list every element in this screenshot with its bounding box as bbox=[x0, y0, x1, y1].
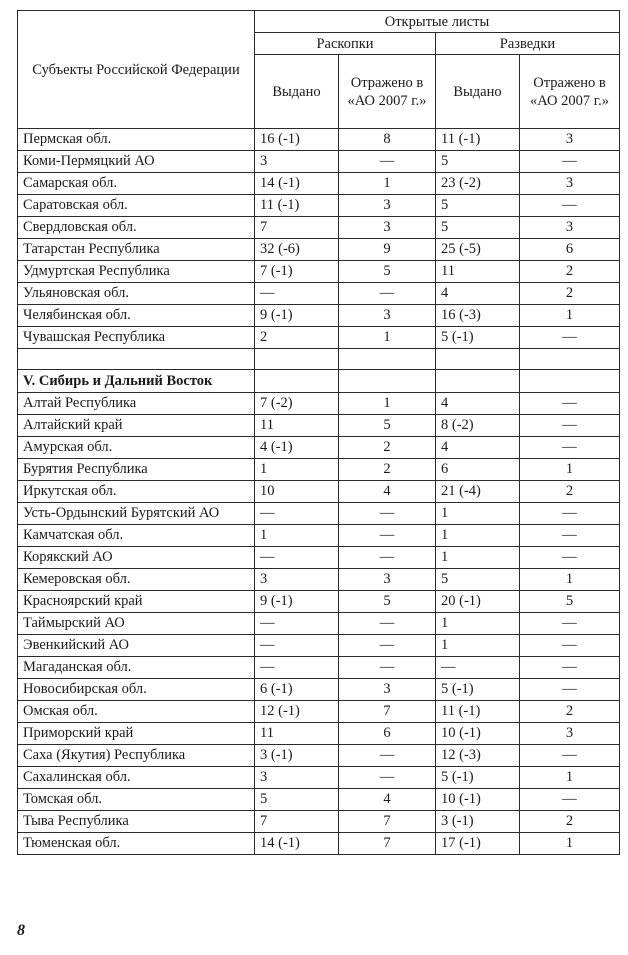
surveys-reflected-cell: 1 bbox=[520, 569, 620, 591]
section-row bbox=[18, 370, 620, 393]
excavations-reflected-cell: 1 bbox=[339, 173, 436, 195]
excavations-issued-cell: 3 bbox=[255, 569, 339, 591]
excavations-reflected-cell: 4 bbox=[339, 789, 436, 811]
table-row bbox=[18, 701, 620, 723]
surveys-issued-cell: 10 (-1) bbox=[436, 723, 520, 745]
surveys-reflected-cell: — bbox=[520, 437, 620, 459]
subject-cell: Тыва Республика bbox=[18, 811, 255, 833]
table-row bbox=[18, 745, 620, 767]
subject-cell: Челябинская обл. bbox=[18, 305, 255, 327]
excavations-issued-cell: 12 (-1) bbox=[255, 701, 339, 723]
excavations-issued-cell: 2 bbox=[255, 327, 339, 349]
surveys-issued-cell: 20 (-1) bbox=[436, 591, 520, 613]
excavations-reflected-cell: 2 bbox=[339, 437, 436, 459]
subject-cell: Иркутская обл. bbox=[18, 481, 255, 503]
subject-cell: Свердловская обл. bbox=[18, 217, 255, 239]
excavations-issued-cell: 7 (-1) bbox=[255, 261, 339, 283]
excavations-reflected-cell: — bbox=[339, 503, 436, 525]
surveys-issued-cell: 5 (-1) bbox=[436, 767, 520, 789]
table-row bbox=[18, 481, 620, 503]
surveys-issued-cell: 3 (-1) bbox=[436, 811, 520, 833]
excavations-issued-cell: 14 (-1) bbox=[255, 833, 339, 855]
subject-cell: Ульяновская обл. bbox=[18, 283, 255, 305]
table-row bbox=[18, 569, 620, 591]
header-surveys: Разведки bbox=[436, 33, 620, 55]
excavations-issued-cell: 7 bbox=[255, 811, 339, 833]
excavations-reflected-cell: 8 bbox=[339, 129, 436, 151]
subject-cell: Алтай Республика bbox=[18, 393, 255, 415]
table-row bbox=[18, 591, 620, 613]
surveys-reflected-cell: 1 bbox=[520, 305, 620, 327]
subject-cell: Омская обл. bbox=[18, 701, 255, 723]
subject-cell: Таймырский АО bbox=[18, 613, 255, 635]
excavations-issued-cell: 3 bbox=[255, 767, 339, 789]
surveys-reflected-cell: 3 bbox=[520, 723, 620, 745]
excavations-reflected-cell: — bbox=[339, 525, 436, 547]
surveys-reflected-cell: — bbox=[520, 151, 620, 173]
excavations-issued-cell: 5 bbox=[255, 789, 339, 811]
header-excavations: Раскопки bbox=[255, 33, 436, 55]
surveys-issued-cell: 11 (-1) bbox=[436, 129, 520, 151]
surveys-reflected-cell: 2 bbox=[520, 701, 620, 723]
table-row bbox=[18, 129, 620, 151]
table-row bbox=[18, 151, 620, 173]
surveys-reflected-cell: 5 bbox=[520, 591, 620, 613]
excavations-reflected-cell: 3 bbox=[339, 305, 436, 327]
surveys-issued-cell: 4 bbox=[436, 393, 520, 415]
table-row bbox=[18, 811, 620, 833]
surveys-issued-cell: 25 (-5) bbox=[436, 239, 520, 261]
surveys-issued-cell: 5 bbox=[436, 195, 520, 217]
section-title: V. Сибирь и Дальний Восток bbox=[18, 370, 255, 393]
surveys-reflected-cell: — bbox=[520, 525, 620, 547]
surveys-issued-cell: 16 (-3) bbox=[436, 305, 520, 327]
subject-cell: Сахалинская обл. bbox=[18, 767, 255, 789]
table-row bbox=[18, 635, 620, 657]
surveys-reflected-cell: 3 bbox=[520, 129, 620, 151]
table-row bbox=[18, 833, 620, 855]
table-row bbox=[18, 723, 620, 745]
surveys-issued-cell: 10 (-1) bbox=[436, 789, 520, 811]
surveys-reflected-cell: 1 bbox=[520, 767, 620, 789]
surveys-reflected-cell: — bbox=[520, 745, 620, 767]
surveys-issued-cell: 5 (-1) bbox=[436, 327, 520, 349]
surveys-issued-cell: 5 bbox=[436, 151, 520, 173]
surveys-issued-cell: 5 bbox=[436, 217, 520, 239]
table-row bbox=[18, 261, 620, 283]
table-row bbox=[18, 283, 620, 305]
excavations-issued-cell: 11 bbox=[255, 723, 339, 745]
subject-cell: Тюменская обл. bbox=[18, 833, 255, 855]
surveys-issued-cell: 1 bbox=[436, 525, 520, 547]
page-number: 8 bbox=[17, 922, 25, 939]
excavations-issued-cell: 14 (-1) bbox=[255, 173, 339, 195]
excavations-reflected-cell: 4 bbox=[339, 481, 436, 503]
table-row bbox=[18, 305, 620, 327]
table-row bbox=[18, 393, 620, 415]
surveys-issued-cell: 1 bbox=[436, 503, 520, 525]
surveys-reflected-cell: — bbox=[520, 393, 620, 415]
surveys-reflected-cell: 2 bbox=[520, 481, 620, 503]
excavations-issued-cell: 7 bbox=[255, 217, 339, 239]
subject-cell: Приморский край bbox=[18, 723, 255, 745]
surveys-issued-cell: 5 bbox=[436, 569, 520, 591]
table-row bbox=[18, 613, 620, 635]
excavations-issued-cell: 16 (-1) bbox=[255, 129, 339, 151]
subject-cell: Удмуртская Республика bbox=[18, 261, 255, 283]
table-row bbox=[18, 415, 620, 437]
excavations-issued-cell: 32 (-6) bbox=[255, 239, 339, 261]
header-issued-excavations: Выдано bbox=[255, 55, 339, 129]
subject-cell: Коми-Пермяцкий АО bbox=[18, 151, 255, 173]
excavations-issued-cell: 1 bbox=[255, 525, 339, 547]
subject-cell: Саха (Якутия) Республика bbox=[18, 745, 255, 767]
surveys-reflected-cell: — bbox=[520, 503, 620, 525]
excavations-reflected-cell: 9 bbox=[339, 239, 436, 261]
excavations-issued-cell: 9 (-1) bbox=[255, 591, 339, 613]
excavations-issued-cell: 1 bbox=[255, 459, 339, 481]
excavations-reflected-cell: 3 bbox=[339, 569, 436, 591]
surveys-issued-cell: 1 bbox=[436, 613, 520, 635]
surveys-reflected-cell: — bbox=[520, 679, 620, 701]
excavations-issued-cell: 11 (-1) bbox=[255, 195, 339, 217]
subject-cell: Магаданская обл. bbox=[18, 657, 255, 679]
table-row bbox=[18, 437, 620, 459]
subject-cell: Бурятия Республика bbox=[18, 459, 255, 481]
excavations-reflected-cell: 1 bbox=[339, 393, 436, 415]
subject-cell: Чувашская Республика bbox=[18, 327, 255, 349]
surveys-reflected-cell: 2 bbox=[520, 811, 620, 833]
surveys-reflected-cell: 1 bbox=[520, 833, 620, 855]
subject-cell: Алтайский край bbox=[18, 415, 255, 437]
surveys-reflected-cell: — bbox=[520, 635, 620, 657]
subject-cell: Новосибирская обл. bbox=[18, 679, 255, 701]
header-open-sheets: Открытые листы bbox=[255, 11, 620, 33]
excavations-reflected-cell: — bbox=[339, 635, 436, 657]
table-row bbox=[18, 767, 620, 789]
excavations-reflected-cell: 3 bbox=[339, 679, 436, 701]
surveys-issued-cell: 1 bbox=[436, 635, 520, 657]
surveys-reflected-cell: — bbox=[520, 613, 620, 635]
subject-cell: Кемеровская обл. bbox=[18, 569, 255, 591]
open-sheets-table bbox=[17, 10, 620, 855]
subject-cell: Усть-Ордынский Бурятский АО bbox=[18, 503, 255, 525]
table-row bbox=[18, 327, 620, 349]
excavations-issued-cell: 9 (-1) bbox=[255, 305, 339, 327]
excavations-reflected-cell: 1 bbox=[339, 327, 436, 349]
excavations-issued-cell: — bbox=[255, 283, 339, 305]
header-reflected-excavations: Отражено в «АО 2007 г.» bbox=[339, 55, 436, 129]
excavations-reflected-cell: — bbox=[339, 657, 436, 679]
excavations-issued-cell: 11 bbox=[255, 415, 339, 437]
subject-cell: Камчатская обл. bbox=[18, 525, 255, 547]
excavations-reflected-cell: 3 bbox=[339, 195, 436, 217]
subject-cell: Самарская обл. bbox=[18, 173, 255, 195]
table-row bbox=[18, 239, 620, 261]
excavations-reflected-cell: — bbox=[339, 151, 436, 173]
surveys-reflected-cell: — bbox=[520, 415, 620, 437]
excavations-issued-cell: — bbox=[255, 657, 339, 679]
table-spacer bbox=[18, 349, 620, 393]
excavations-issued-cell: 3 (-1) bbox=[255, 745, 339, 767]
surveys-issued-cell: 23 (-2) bbox=[436, 173, 520, 195]
subject-cell: Саратовская обл. bbox=[18, 195, 255, 217]
excavations-reflected-cell: 5 bbox=[339, 591, 436, 613]
excavations-issued-cell: — bbox=[255, 613, 339, 635]
surveys-issued-cell: 4 bbox=[436, 437, 520, 459]
excavations-reflected-cell: — bbox=[339, 745, 436, 767]
excavations-reflected-cell: — bbox=[339, 613, 436, 635]
excavations-reflected-cell: 7 bbox=[339, 811, 436, 833]
surveys-reflected-cell: — bbox=[520, 657, 620, 679]
excavations-issued-cell: 7 (-2) bbox=[255, 393, 339, 415]
excavations-reflected-cell: — bbox=[339, 283, 436, 305]
subject-cell: Томская обл. bbox=[18, 789, 255, 811]
surveys-reflected-cell: 2 bbox=[520, 283, 620, 305]
excavations-reflected-cell: 5 bbox=[339, 415, 436, 437]
header-reflected-surveys: Отражено в «АО 2007 г.» bbox=[520, 55, 620, 129]
table-row bbox=[18, 657, 620, 679]
surveys-reflected-cell: 3 bbox=[520, 217, 620, 239]
excavations-reflected-cell: — bbox=[339, 547, 436, 569]
surveys-reflected-cell: 1 bbox=[520, 459, 620, 481]
excavations-issued-cell: — bbox=[255, 503, 339, 525]
subject-cell: Амурская обл. bbox=[18, 437, 255, 459]
surveys-issued-cell: 11 bbox=[436, 261, 520, 283]
surveys-issued-cell: — bbox=[436, 657, 520, 679]
table-row bbox=[18, 547, 620, 569]
excavations-issued-cell: 3 bbox=[255, 151, 339, 173]
header-subjects: Субъекты Российской Федерации bbox=[18, 11, 255, 129]
surveys-reflected-cell: 2 bbox=[520, 261, 620, 283]
subject-cell: Корякский АО bbox=[18, 547, 255, 569]
header-issued-surveys: Выдано bbox=[436, 55, 520, 129]
table-row bbox=[18, 459, 620, 481]
surveys-issued-cell: 4 bbox=[436, 283, 520, 305]
surveys-reflected-cell: — bbox=[520, 327, 620, 349]
surveys-issued-cell: 12 (-3) bbox=[436, 745, 520, 767]
table-row bbox=[18, 195, 620, 217]
surveys-reflected-cell: 6 bbox=[520, 239, 620, 261]
surveys-reflected-cell: 3 bbox=[520, 173, 620, 195]
excavations-reflected-cell: 7 bbox=[339, 701, 436, 723]
subject-cell: Красноярский край bbox=[18, 591, 255, 613]
table-row bbox=[18, 789, 620, 811]
table-row bbox=[18, 173, 620, 195]
excavations-reflected-cell: 5 bbox=[339, 261, 436, 283]
surveys-issued-cell: 21 (-4) bbox=[436, 481, 520, 503]
surveys-issued-cell: 11 (-1) bbox=[436, 701, 520, 723]
table-row bbox=[18, 217, 620, 239]
subject-cell: Татарстан Республика bbox=[18, 239, 255, 261]
surveys-issued-cell: 6 bbox=[436, 459, 520, 481]
subject-cell: Пермская обл. bbox=[18, 129, 255, 151]
table-body-siberia-far-east bbox=[18, 393, 620, 855]
subject-cell: Эвенкийский АО bbox=[18, 635, 255, 657]
excavations-issued-cell: 4 (-1) bbox=[255, 437, 339, 459]
surveys-issued-cell: 5 (-1) bbox=[436, 679, 520, 701]
surveys-issued-cell: 8 (-2) bbox=[436, 415, 520, 437]
table-row bbox=[18, 679, 620, 701]
table-row bbox=[18, 503, 620, 525]
surveys-reflected-cell: — bbox=[520, 195, 620, 217]
surveys-reflected-cell: — bbox=[520, 547, 620, 569]
table-row bbox=[18, 525, 620, 547]
table-body-volga-ural bbox=[18, 129, 620, 349]
surveys-issued-cell: 17 (-1) bbox=[436, 833, 520, 855]
excavations-reflected-cell: 6 bbox=[339, 723, 436, 745]
excavations-issued-cell: — bbox=[255, 635, 339, 657]
surveys-issued-cell: 1 bbox=[436, 547, 520, 569]
surveys-reflected-cell: — bbox=[520, 789, 620, 811]
excavations-reflected-cell: 3 bbox=[339, 217, 436, 239]
excavations-reflected-cell: 2 bbox=[339, 459, 436, 481]
excavations-reflected-cell: 7 bbox=[339, 833, 436, 855]
excavations-reflected-cell: — bbox=[339, 767, 436, 789]
excavations-issued-cell: 6 (-1) bbox=[255, 679, 339, 701]
excavations-issued-cell: 10 bbox=[255, 481, 339, 503]
excavations-issued-cell: — bbox=[255, 547, 339, 569]
